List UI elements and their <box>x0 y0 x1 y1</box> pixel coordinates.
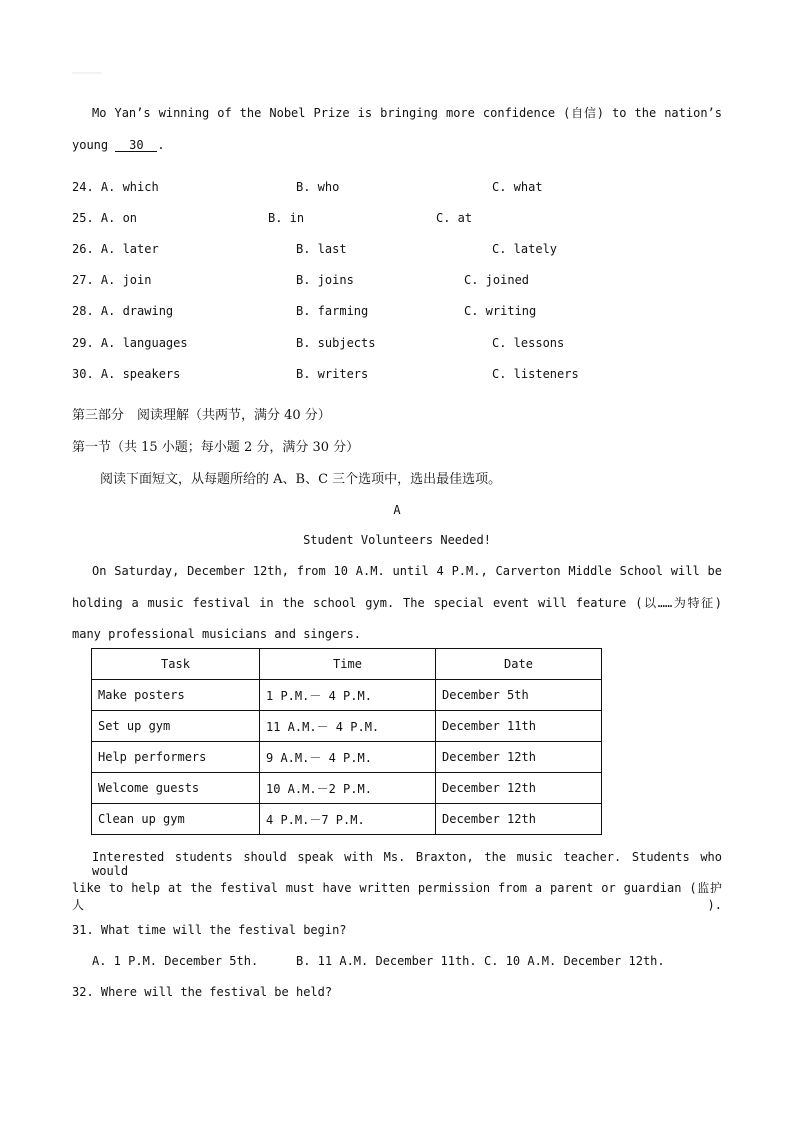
question-31-stem: 31. What time will the festival begin? <box>72 923 347 937</box>
option-30-a: 30. A. speakers <box>72 367 181 381</box>
option-28-a: 28. A. drawing <box>72 304 174 318</box>
table-header-task: Task <box>92 649 260 680</box>
volunteer-task-table <box>91 648 602 835</box>
table-cell-date: December 5th <box>436 680 602 711</box>
table-cell-time: 10 A.M.－2 P.M. <box>260 773 436 804</box>
question-32-stem: 32. Where will the festival be held? <box>72 985 333 999</box>
table-header-row <box>92 649 602 680</box>
option-26-a: 26. A. later <box>72 242 159 256</box>
section-subtitle: 第一节（共 15 小题；每小题 2 分，满分 30 分） <box>72 440 360 455</box>
option-25-c: C. at <box>436 211 473 225</box>
table-cell-task: Clean up gym <box>92 804 260 835</box>
table-cell-time: 4 P.M.－7 P.M. <box>260 804 436 835</box>
option-29-a: 29. A. languages <box>72 336 188 350</box>
question-31-option-c: C. 10 A.M. December 12th. <box>484 954 665 968</box>
table-cell-task: Welcome guests <box>92 773 260 804</box>
passage-line-1: Mo Yan’s winning of the Nobel Prize is bringing more confidence (自信) to the nation’s <box>92 106 722 120</box>
table-cell-time: 1 P.M.－ 4 P.M. <box>260 680 436 711</box>
option-24-b: B. who <box>296 180 340 194</box>
option-24-a: 24. A. which <box>72 180 159 194</box>
table-row <box>92 680 602 711</box>
article-para1-line3: many professional musicians and singers. <box>72 627 361 641</box>
table-cell-task: Help performers <box>92 742 260 773</box>
table-row <box>92 804 602 835</box>
table-cell-time: 11 A.M.－ 4 P.M. <box>260 711 436 742</box>
table-row <box>92 711 602 742</box>
option-25-a: 25. A. on <box>72 211 138 225</box>
article-para2-line2: like to help at the festival must have written permission from a parent or guardian (监护人). <box>72 881 722 912</box>
section-instruction: 阅读下面短文，从每题所给的 A、B、C 三个选项中，选出最佳选项。 <box>100 472 502 487</box>
table-cell-date: December 12th <box>436 804 602 835</box>
passage-line-2-suffix: . <box>157 138 165 152</box>
option-24-c: C. what <box>492 180 543 194</box>
option-27-a: 27. A. join <box>72 273 152 287</box>
header-mark <box>72 72 102 74</box>
option-28-b: B. farming <box>296 304 369 318</box>
article-label: A <box>393 503 401 517</box>
table-header-date: Date <box>436 649 602 680</box>
question-31-option-b: B. 11 A.M. December 11th. <box>296 954 477 968</box>
table-cell-task: Set up gym <box>92 711 260 742</box>
article-title: Student Volunteers Needed! <box>303 533 491 547</box>
option-29-c: C. lessons <box>492 336 565 350</box>
table-cell-date: December 12th <box>436 773 602 804</box>
option-27-c: C. joined <box>464 273 530 287</box>
table-cell-date: December 11th <box>436 711 602 742</box>
option-26-b: B. last <box>296 242 347 256</box>
table-cell-time: 9 A.M.－ 4 P.M. <box>260 742 436 773</box>
passage-line-2 <box>72 138 165 152</box>
option-29-b: B. subjects <box>296 336 376 350</box>
option-28-c: C. writing <box>464 304 537 318</box>
passage-line-2-prefix: young <box>72 138 109 152</box>
article-para1-line2: holding a music festival in the school gym. The special event will feature (以……为特征) <box>72 596 722 610</box>
question-31-option-a: A. 1 P.M. December 5th. <box>92 954 259 968</box>
section-title: 第三部分 阅读理解（共两节，满分 40 分） <box>72 408 331 423</box>
option-30-b: B. writers <box>296 367 369 381</box>
table-row <box>92 773 602 804</box>
article-para2-line1: Interested students should speak with Ms. Braxton, the music teacher. Students who would <box>92 850 722 878</box>
option-25-b: B. in <box>268 211 305 225</box>
article-para1-line1: On Saturday, December 12th, from 10 A.M. until 4 P.M., Carverton Middle School will be <box>92 564 722 578</box>
answer-blank-30: 30 <box>115 139 157 152</box>
table-cell-date: December 12th <box>436 742 602 773</box>
table-row <box>92 742 602 773</box>
table-cell-task: Make posters <box>92 680 260 711</box>
option-26-c: C. lately <box>492 242 558 256</box>
table-header-time: Time <box>260 649 436 680</box>
option-27-b: B. joins <box>296 273 354 287</box>
option-30-c: C. listeners <box>492 367 579 381</box>
